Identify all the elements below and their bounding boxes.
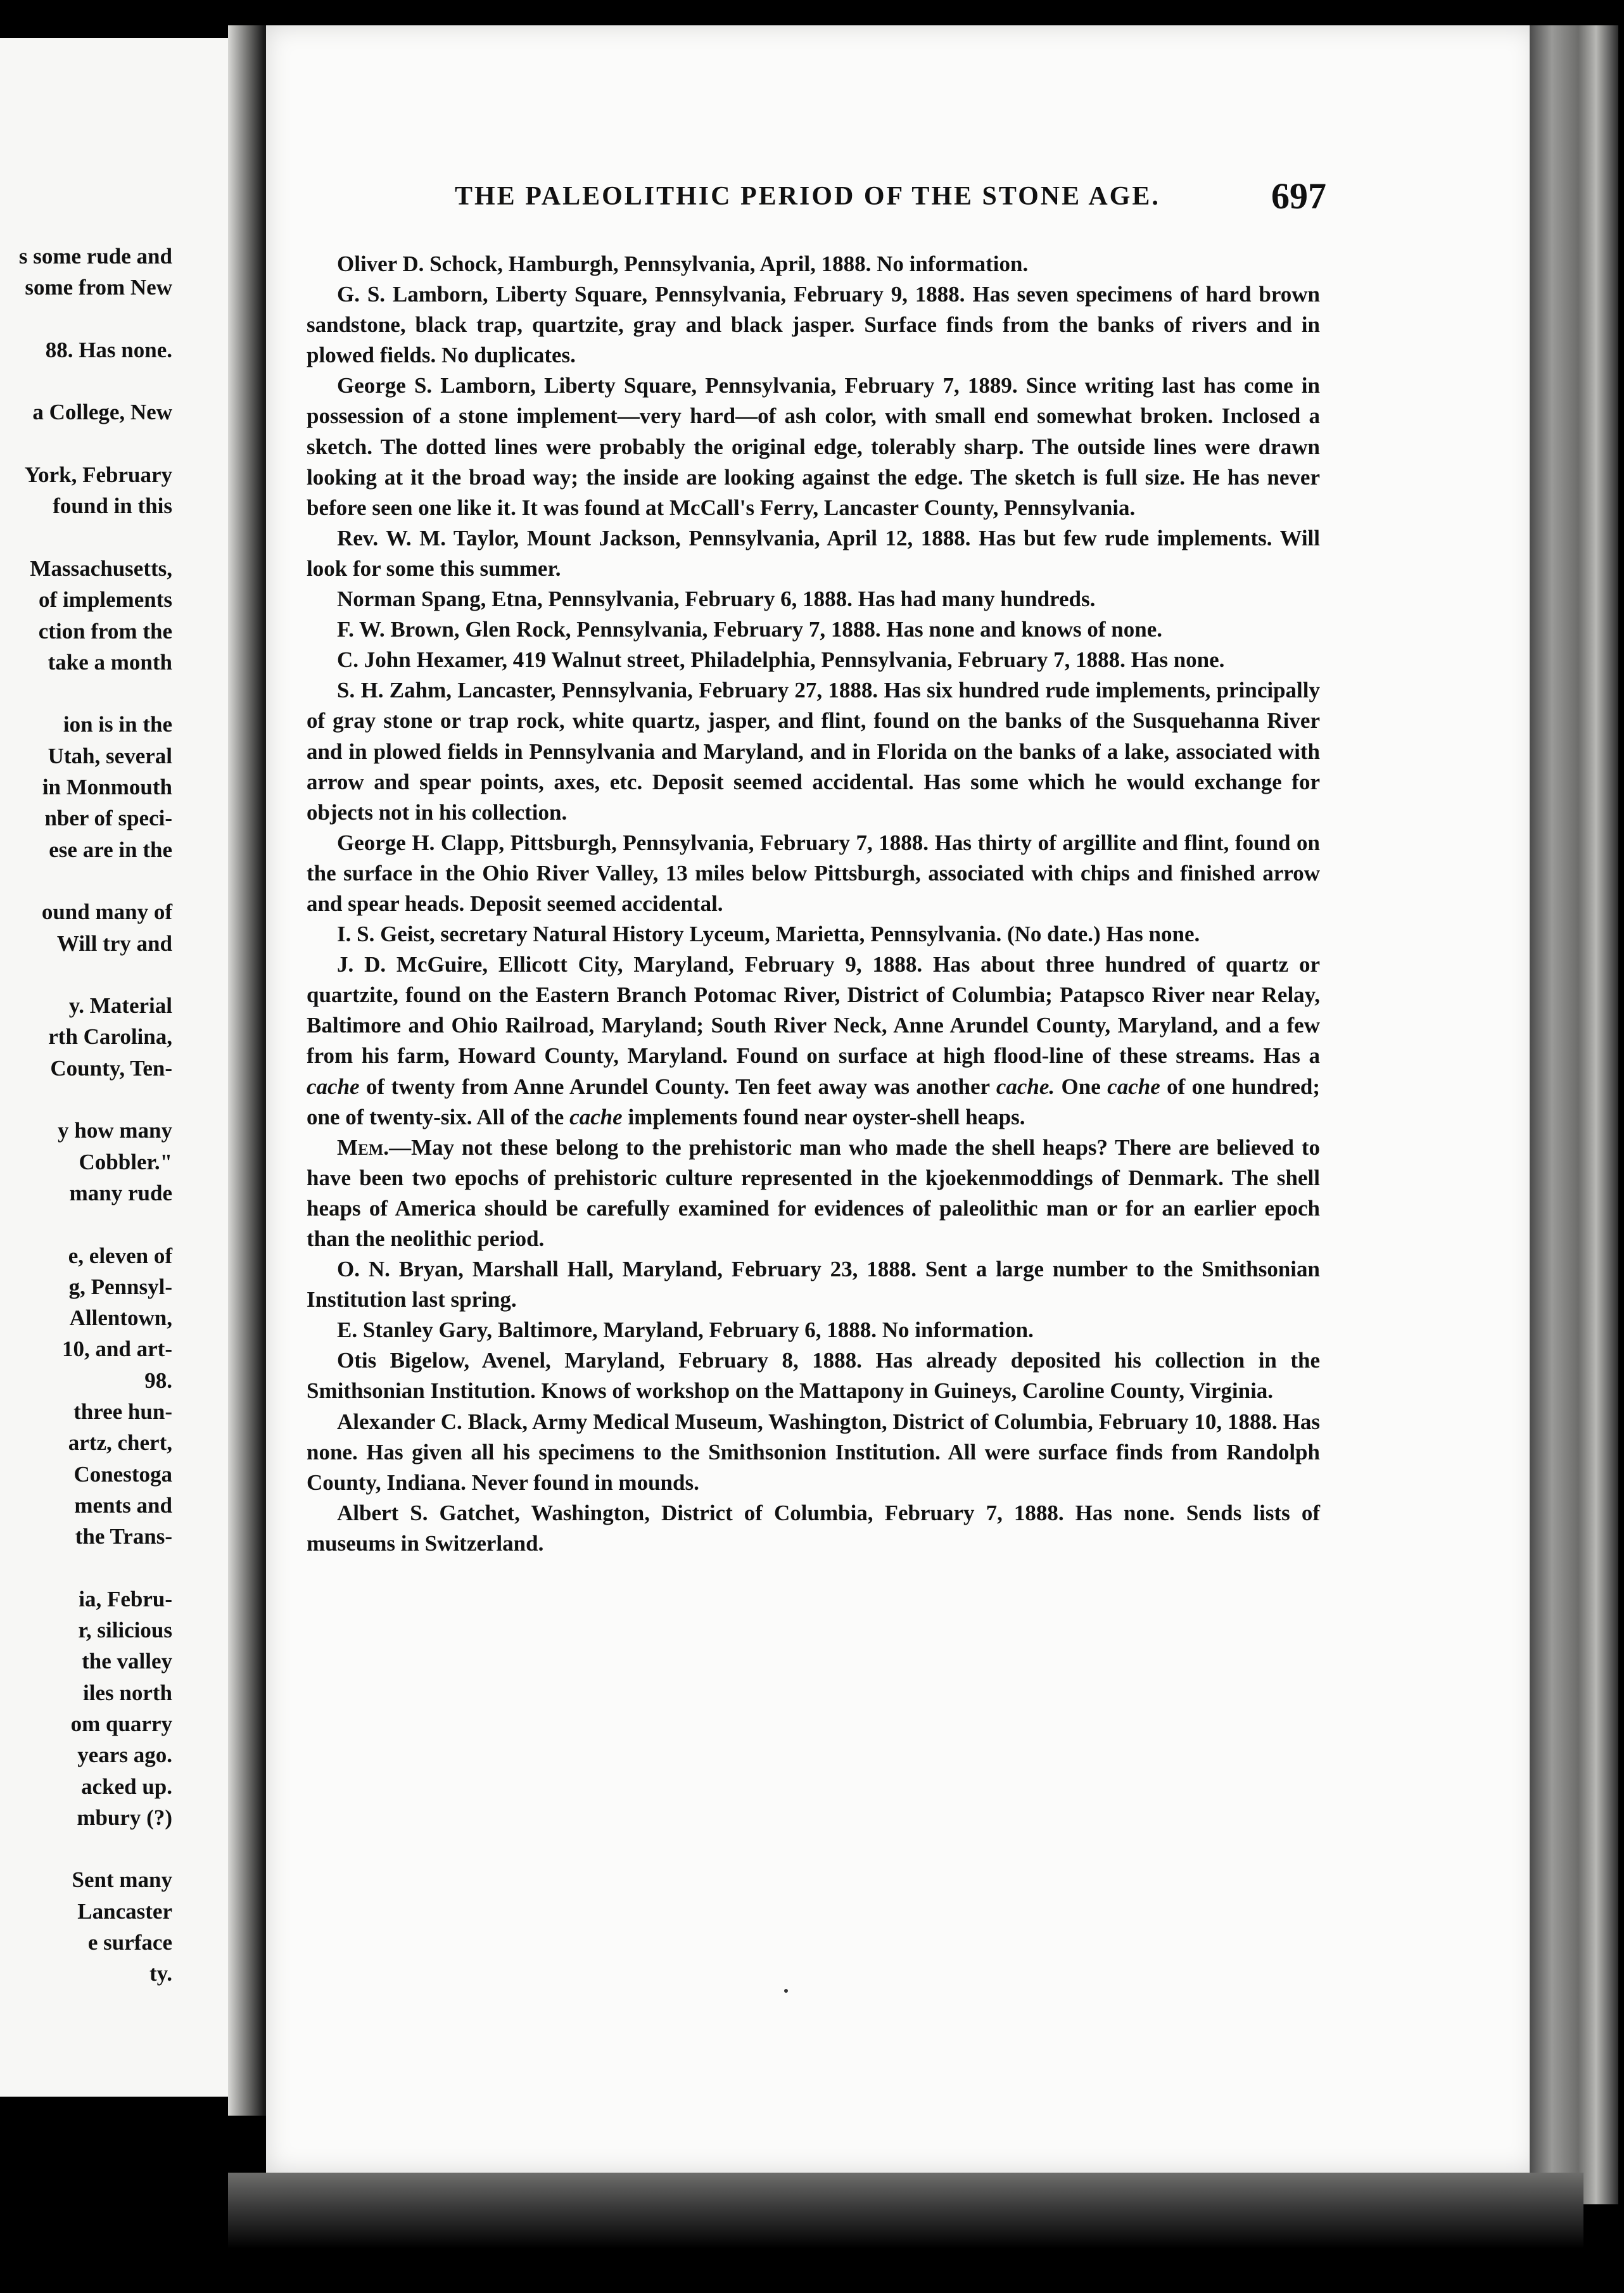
left-page-line: [0, 1209, 172, 1240]
entry-name: George S. Lamborn,: [337, 373, 536, 398]
page-number: 697: [1271, 175, 1326, 217]
left-page-line: the valley: [82, 1649, 172, 1674]
left-page-line: ments and: [74, 1492, 172, 1518]
entry-paragraph: [307, 1315, 1320, 1345]
left-page-line: e surface: [87, 1930, 172, 1955]
entry-name: S. H. Zahm,: [337, 678, 452, 703]
entry-paragraph: [307, 675, 1320, 827]
left-page-line: years ago.: [77, 1743, 172, 1768]
italic-term: cache: [569, 1104, 623, 1129]
left-page-line: e, eleven of: [68, 1243, 172, 1268]
entry-paragraph: [307, 584, 1320, 614]
entry-paragraph: [307, 371, 1320, 523]
entry-text: Washington, District of Columbia, February 7, 1888. Has none. Sends lists of museums in Switzerland.: [307, 1500, 1320, 1556]
left-page-line: ty.: [149, 1961, 172, 1986]
left-page-line: [0, 522, 172, 553]
entry-paragraph: [307, 919, 1320, 950]
entry-paragraph: [307, 828, 1320, 919]
entry-text: One: [1055, 1074, 1108, 1099]
entry-text: of one hundred; one of twenty-six. All of the: [307, 1074, 1320, 1129]
left-page-line: in Monmouth: [42, 775, 172, 800]
entry-name: J. D. McGuire,: [337, 952, 488, 977]
entry-paragraph: [307, 279, 1320, 371]
left-page-line: g, Pennsyl-: [68, 1274, 172, 1299]
left-page-text: [0, 241, 172, 1990]
entry-paragraph: [307, 1498, 1320, 1559]
entry-text: implements found near oyster-shell heaps.: [622, 1104, 1025, 1129]
left-page-line: Allentown,: [69, 1305, 172, 1331]
left-page-line: [0, 865, 172, 896]
entry-text: Marshall Hall, Maryland, February 23, 1888. Sent a large number to the Smithsonian Institution last spring.: [307, 1257, 1320, 1312]
entry-text: Hamburgh, Pennsylvania, April, 1888. No information.: [502, 251, 1029, 276]
left-page-line: found in this: [53, 493, 172, 519]
entry-name: Albert S. Gatchet,: [337, 1500, 520, 1525]
entry-paragraph: [307, 1407, 1320, 1498]
left-page-line: a College, New: [32, 400, 172, 425]
entry-name: E. Stanley Gary,: [337, 1318, 493, 1343]
italic-term: cache: [1107, 1074, 1160, 1099]
left-page-line: Conestoga: [73, 1461, 172, 1487]
left-page-line: ound many of: [41, 899, 172, 925]
left-page-line: [0, 428, 172, 459]
entry-text: Etna, Pennsylvania, February 6, 1888. Has had many hundreds.: [486, 587, 1096, 612]
left-page-line: [0, 1552, 172, 1583]
entry-name: F. W. Brown,: [337, 617, 460, 642]
left-page-line: [0, 678, 172, 709]
entry-text: Army Medical Museum, Washington, District of Columbia, February 10, 1888. Has none. Has given all his specimens to the Smithsonion Institution. All were surface finds from Randolph County, Indiana. Never found in mounds.: [307, 1409, 1320, 1495]
entry-text: Avenel, Maryland, February 8, 1888. Has already deposited his collection in the Smithsonian Institution. Knows of workshop on the Mattapony in Guineys, Caroline County, Virginia.: [307, 1348, 1320, 1404]
ink-speck: [784, 1989, 788, 1993]
entry-paragraph: [307, 614, 1320, 645]
left-page-line: s some rude and: [18, 244, 172, 269]
left-page-line: 10, and art-: [61, 1337, 172, 1362]
left-page-line: ction from the: [38, 618, 172, 644]
left-page-line: take a month: [48, 649, 172, 675]
left-page-line: ion is in the: [63, 712, 172, 737]
left-page-line: r, silicious: [78, 1618, 172, 1643]
left-page-line: mbury (?): [77, 1805, 172, 1830]
entry-text: secretary Natural History Lyceum, Marietta, Pennsylvania. (No date.) Has none.: [435, 922, 1200, 947]
entry-name: Alexander C. Black,: [337, 1409, 528, 1434]
left-page-line: nber of speci-: [44, 806, 172, 831]
left-page-line: acked up.: [81, 1774, 172, 1799]
left-page-line: [0, 1084, 172, 1115]
entry-text: Lancaster, Pennsylvania, February 27, 1888. Has six hundred rude implements, principally of gray stone or trap rock, white quartz, jasper, and flint, found on the banks of the Susquehanna River and in plowed fields in Pennsylvania and Maryland, and in Florida on the banks of a lake, associated with arrow and spear points, axes, etc. Deposit seemed accidental. Has some which he would exchange for objects not in his collection.: [307, 678, 1321, 825]
entry-text: Mount Jackson, Pennsylvania, April 12, 1888. Has but few rude implements. Will look for some this summer.: [307, 525, 1320, 581]
entry-name: Rev. W. M. Taylor,: [337, 525, 519, 550]
page-edges-bottom: [228, 2173, 1583, 2249]
page-header: [455, 175, 1326, 219]
left-page-line: artz, chert,: [68, 1430, 172, 1456]
left-page-line: 98.: [144, 1368, 172, 1393]
memorandum-paragraph: [307, 1133, 1320, 1254]
body-text: [307, 249, 1320, 1559]
entry-name: George H. Clapp,: [337, 830, 505, 855]
entry-name: O. N. Bryan,: [337, 1257, 464, 1282]
left-page-line: y how many: [58, 1118, 172, 1143]
entry-paragraph: [307, 645, 1320, 675]
left-page-line: three hun-: [73, 1399, 172, 1424]
left-page-line: Massachusetts,: [30, 556, 172, 581]
italic-term: cache.: [996, 1074, 1055, 1099]
left-page-line: of implements: [39, 587, 172, 613]
left-page-line: [0, 959, 172, 990]
left-page: [0, 38, 247, 2097]
left-page-line: York, February: [24, 462, 172, 488]
entry-paragraph: [307, 1345, 1320, 1406]
left-page-line: Utah, several: [48, 743, 172, 768]
entry-text: Glen Rock, Pennsylvania, February 7, 1888. Has none and knows of none.: [459, 617, 1163, 642]
mem-label: Mem.: [337, 1134, 390, 1160]
left-page-line: Will try and: [56, 931, 172, 956]
left-page-line: iles north: [83, 1680, 172, 1705]
entry-text: Liberty Square, Pennsylvania, February 7, 1889. Since writing last has come in possession of a stone implement—very hard—of ash color, with small end somewhat broken. Inclosed a sketch. The dotted lines were probably the original edge, tolerably sharp. The outside lines were drawn looking at it the broad way; the inside are looking against the edge. The sketch is full size. He has never before seen one like it. It was found at McCall's Ferry, Lancaster County, Pennsylvania.: [307, 373, 1320, 520]
entry-paragraph: [307, 950, 1320, 1133]
left-page-line: 88. Has none.: [45, 337, 172, 362]
entry-text: Pittsburgh, Pennsylvania, February 7, 1888. Has thirty of argillite and flint, found on the surface in the Ohio River Valley, 13 miles below Pittsburgh, associated with chips and finished arrow and spear heads. Deposit seemed accidental.: [307, 830, 1320, 916]
left-page-line: rth Carolina,: [48, 1024, 172, 1050]
left-page-line: ese are in the: [49, 837, 172, 862]
entry-text: Baltimore, Maryland, February 6, 1888. No information.: [492, 1318, 1034, 1343]
entry-name: G. S. Lamborn,: [337, 282, 488, 307]
entry-paragraph: [307, 1254, 1320, 1315]
entry-name: I. S. Geist,: [337, 922, 435, 947]
entry-text: 419 Walnut street, Philadelphia, Pennsylvania, February 7, 1888. Has none.: [507, 647, 1225, 673]
left-page-line: some from New: [25, 275, 172, 300]
entry-name: Norman Spang,: [337, 587, 486, 612]
left-page-line: ia, Febru-: [79, 1586, 172, 1611]
left-page-line: Cobbler.": [79, 1149, 172, 1174]
entry-text: of twenty from Anne Arundel County. Ten feet away was another: [359, 1074, 996, 1099]
left-page-line: County, Ten-: [50, 1055, 172, 1081]
entry-name: Otis Bigelow,: [337, 1348, 470, 1373]
left-page-line: y. Material: [68, 993, 172, 1019]
entry-paragraph: [307, 523, 1320, 584]
left-page-line: Lancaster: [77, 1898, 172, 1924]
left-page-line: Sent many: [72, 1867, 172, 1893]
entry-text: Ellicott City, Maryland, February 9, 1888. Has about three hundred of quartz or quartzite, found on the Eastern Branch Potomac River, District of Columbia; Patapsco River near Relay, Baltimore and Ohio Railroad, Maryland; South River Neck, Anne Arundel County, Maryland, and a few from his farm, Howard County, Maryland. Found on surface at high flood-line of these streams. Has a: [307, 952, 1320, 1069]
entry-paragraph: [307, 249, 1320, 279]
left-page-line: [0, 303, 172, 334]
mem-text: —May not these belong to the prehistoric man who made the shell heaps? There are believed to have been two epochs of prehistoric culture represented in the kjoekenmoddings of Denmark. The shell heaps of America should be carefully examined for evidences of paleolithic man or for an earlier epoch than the neolithic period.: [307, 1134, 1320, 1251]
entry-text: Liberty Square, Pennsylvania, February 9, 1888. Has seven specimens of hard brown sandstone, black trap, quartzite, gray and black jasper. Surface finds from the banks of rivers and in plowed fields. No duplicates.: [307, 282, 1320, 368]
italic-term: cache: [307, 1074, 360, 1099]
left-page-line: the Trans-: [75, 1524, 172, 1549]
entry-name: C. John Hexamer,: [337, 647, 507, 673]
page-edges-right: [1530, 25, 1618, 2204]
left-page-line: [0, 1833, 172, 1864]
running-title: THE PALEOLITHIC PERIOD OF THE STONE AGE.: [455, 182, 1160, 211]
left-page-line: [0, 365, 172, 397]
entry-name: Oliver D. Schock,: [337, 251, 503, 276]
left-page-line: om quarry: [70, 1711, 172, 1736]
left-page-line: many rude: [69, 1180, 172, 1205]
